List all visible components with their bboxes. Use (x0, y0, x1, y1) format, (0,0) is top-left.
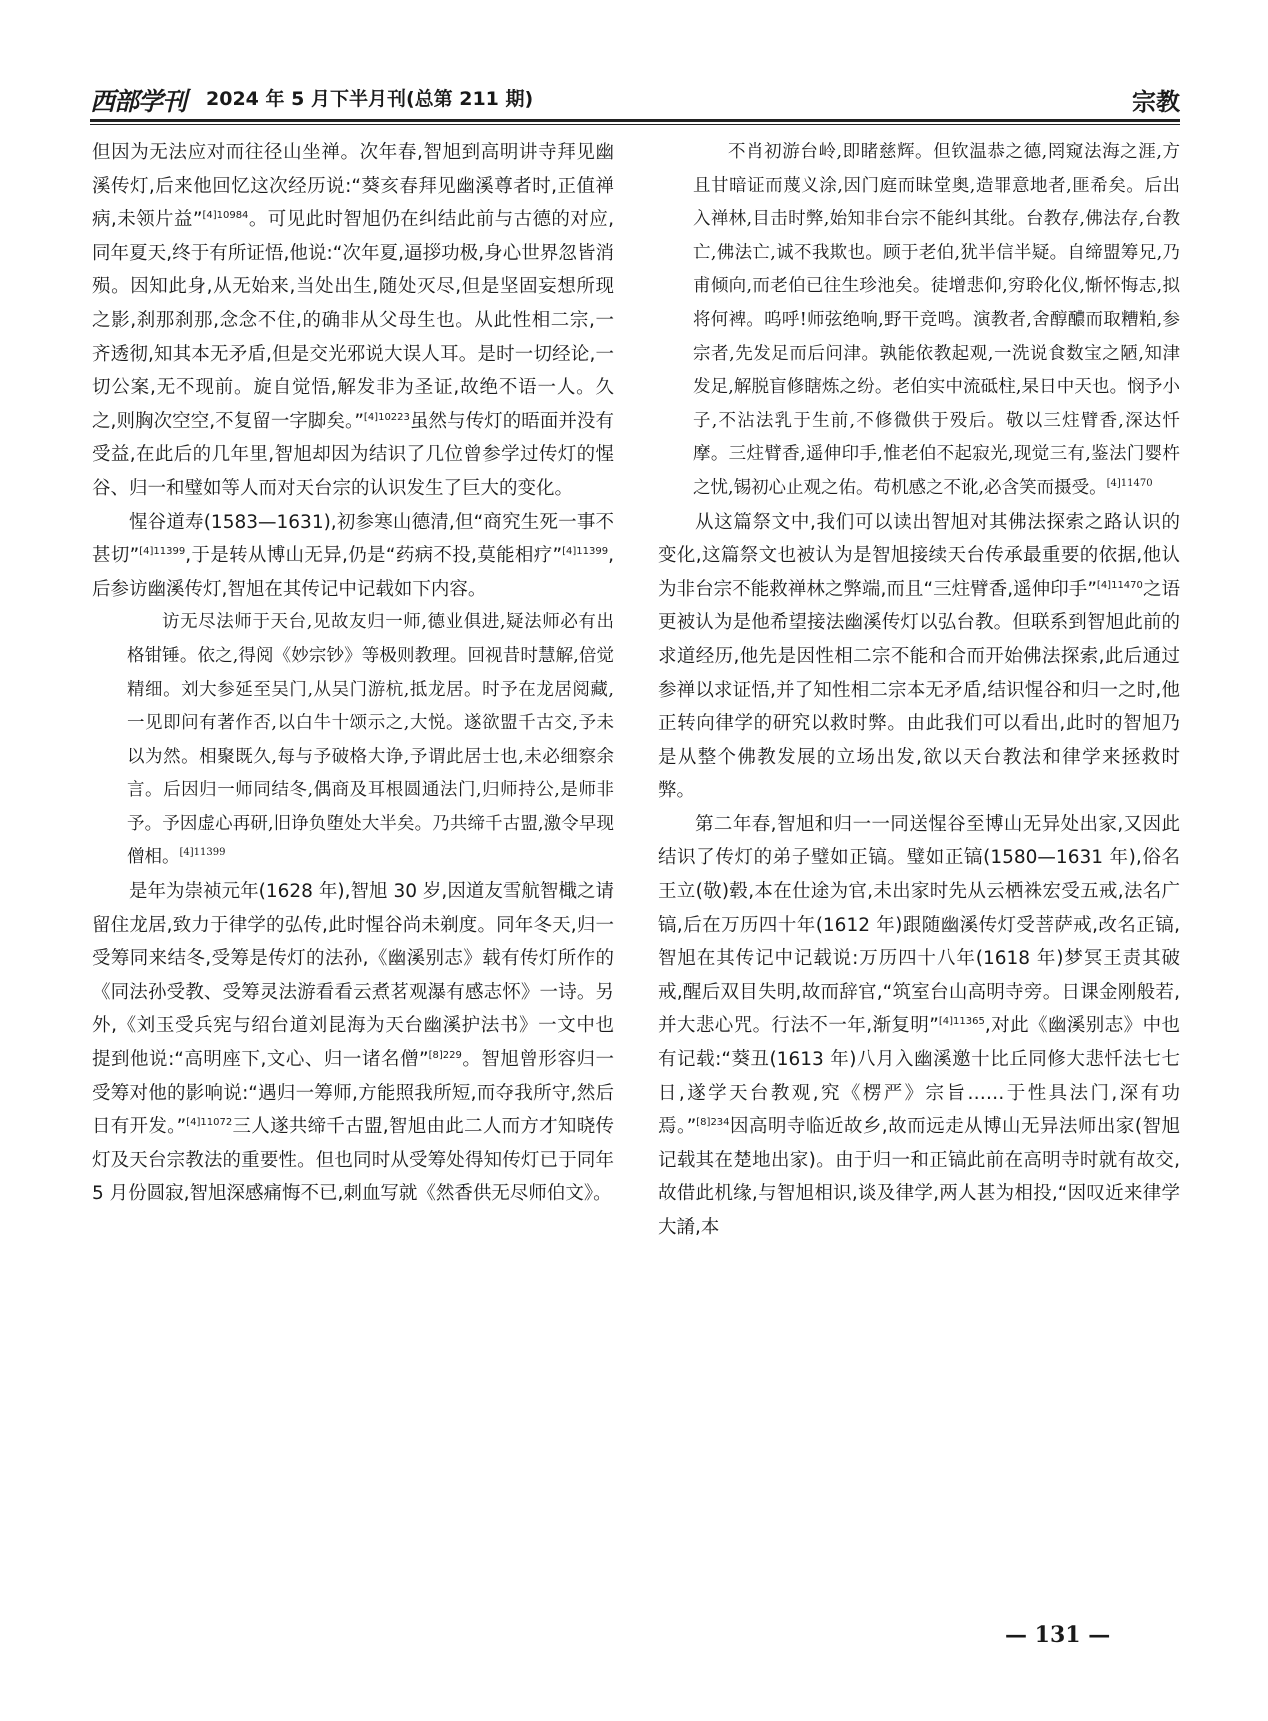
header-rule-thick (90, 119, 1180, 122)
citation: [4]10984 (202, 210, 249, 222)
paragraph-text: ,于是转从博山无异,仍是“药病不投,莫能相疗” (185, 545, 563, 567)
citation: [4]11365 (938, 1016, 985, 1028)
paragraph-text: 之语更被认为是他希望接法幽溪传灯以弘台教。但联系到智旭此前的求道经历,他先是因性相二宗不能和合而开始佛法探索,此后通过参禅以求证悟,并了知性相二宗本无矛盾,结识惺谷和归一之时,他正转向律学的研究以救时弊。由此我们可以看出,此时的智旭乃是从整个佛教发展的立场出发,欲以天台教法和律学来拯救时弊。 (658, 578, 1180, 802)
paragraph (92, 506, 614, 607)
paragraph-text: 不肖初游台岭,即睹慈辉。但钦温恭之德,罔窥法海之涯,方且甘暗证而蔑义涂,因门庭而昧堂奥,造罪意地者,匪希矣。后出入禅林,目击时弊,始知非台宗不能纠其纰。台教存,佛法存,台教亡,佛法亡,诚不我欺也。顾于老伯,犹半信半疑。自缔盟筹兄,乃甫倾向,而老伯已往生珍池矣。徒增悲仰,穷聆化仪,惭怀悔志,拟将何裨。呜呼!师弦绝响,野干竞鸣。演教者,舍醇醲而取糟粕,参宗者,先发足而后问津。孰能依教起观,一洗说食数宝之陋,知津发足,解脱盲修瞎炼之纷。老伯实中流砥柱,杲日中天也。悯予小子,不沾法乳于生前,不修微供于殁后。敬以三炷臂香,深达忏摩。三炷臂香,遥伸印手,惟老伯不起寂光,现觉三有,鉴法门婴杵之忧,锡初心止观之佑。苟机感之不讹,必含笑而摄受。 (693, 142, 1180, 498)
left-column (92, 136, 614, 1211)
citation: [4]11399 (179, 847, 226, 859)
paragraph-text: 但因为无法应对而往径山坐禅。次年春,智旭到高明讲寺拜见幽溪传灯,后来他回忆这次经历说:“葵亥春拜见幽溪尊者时,正值禅病,未领片益” (92, 142, 614, 231)
citation: [4]11399 (562, 545, 609, 557)
citation: [4]11470 (1096, 579, 1143, 591)
right-column (658, 136, 1180, 1245)
citation: [8]229 (428, 1049, 462, 1061)
paragraph-text: 访无尽法师于天台,见故友归一师,德业俱进,疑法师必有出格钳锤。依之,得阅《妙宗钞》等极则教理。回视昔时慧解,倍觉精细。刘大参延至吴门,从吴门游杭,抵龙居。时予在龙居阅藏,一见即问有著作否,以白牛十颂示之,大悦。遂欲盟千古交,予未以为然。相聚既久,每与予破格大诤,予谓此居士也,未必细察余言。后因归一师同结冬,偶商及耳根圆通法门,归师持公,是师非予。予因虚心再研,旧诤负堕处大半矣。乃共缔千古盟,激令早现僧相。 (127, 612, 614, 868)
paragraph (92, 136, 614, 506)
paragraph-text: 。智旭曾形容归一受筹对他的影响说:“遇归一筹师,方能照我所短,而夺我所守,然后日有开发。” (92, 1049, 614, 1138)
paragraph-text: 虽然与传灯的晤面并没有受益,在此后的几年里,智旭却因为结识了几位曾参学过传灯的惺谷、归一和璧如等人而对天台宗的认识发生了巨大的变化。 (92, 410, 614, 499)
citation: [4]10223 (363, 411, 410, 423)
paragraph-text: 因高明寺临近故乡,故而远走从博山无异法师出家(智旭记载其在楚地出家)。由于归一和正镐此前在高明寺时就有故交,故借此机缘,与智旭相识,谈及律学,两人甚为相投,“因叹近来律学大誵,本 (658, 1116, 1180, 1238)
paragraph (92, 875, 614, 1211)
paragraph-text: 三人遂共缔千古盟,智旭由此二人而方才知晓传灯及天台宗教法的重要性。但也同时从受筹处得知传灯已于同年 5 月份圆寂,智旭深感痛悔不已,刺血写就《然香供无尽师伯文》。 (92, 1116, 614, 1205)
page-number: — 131 — (1005, 1622, 1111, 1648)
paragraph-text: 。可见此时智旭仍在纠结此前与古德的对应,同年夏天,终于有所证悟,他说:“次年夏,逼拶功极,身心世界忽皆消殒。因知此身,从无始来,当处出生,随处灭尽,但是坚固妄想所现之影,刹那刹那,念念不住,的确非从父母生也。从此性相二宗,一齐透彻,知其本无矛盾,但是交光邪说大误人耳。是时一切经论,一切公案,无不现前。旋自觉悟,解发非为圣证,故绝不语一人。久之,则胸次空空,不复留一字脚矣。” (92, 209, 615, 432)
paragraph-text: 惺谷道寿(1583—1631),初参寒山德清,但“商究生死一事不甚切” (92, 511, 614, 567)
block-quote (658, 136, 1180, 506)
citation: [8]234 (696, 1117, 730, 1129)
header-rule-thin (90, 124, 1180, 125)
citation: [4]11470 (1106, 478, 1153, 490)
citation: [4]11072 (186, 1117, 233, 1129)
running-header (90, 76, 1180, 116)
section-label: 宗教 (1132, 88, 1180, 116)
paragraph-text: 是年为崇祯元年(1628 年),智旭 30 岁,因道友雪航智檝之请留住龙居,致力于律学的弘传,此时惺谷尚未剃度。同年冬天,归一受筹同来结冬,受筹是传灯的法孙,《幽溪别志》载有传灯所作的《同法孙受教、受筹灵法游看看云煮茗观瀑有感志怀》一诗。另外,《刘玉受兵宪与绍台道刘昆海为天台幽溪护法书》一文中也提到他说:“高明座下,文心、归一诸名僧” (92, 881, 614, 1071)
paragraph-text: ,对此《幽溪别志》中也有记载:“葵丑(1613 年)八月入幽溪邀十比丘同修大悲忏法七七日,遂学天台教观,究《楞严》宗旨……于性具法门,深有功焉。” (658, 1015, 1181, 1138)
journal-logo: 西部学刊 (90, 87, 187, 116)
block-quote (92, 606, 614, 875)
paragraph-text: ,后参访幽溪传灯,智旭在其传记中记载如下内容。 (92, 545, 614, 600)
paragraph (658, 808, 1180, 1245)
citation: [4]11399 (139, 545, 186, 557)
paragraph (658, 506, 1180, 808)
paragraph-text: 第二年春,智旭和归一一同送惺谷至博山无异处出家,又因此结识了传灯的弟子璧如正镐。璧如正镐(1580—1631 年),俗名王立(敬)毂,本在仕途为官,未出家时先从云栖袾宏受五戒,法名广镐,后在万历四十年(1612 年)跟随幽溪传灯受菩萨戒,改名正镐,智旭在其传记中记载说:万历四十八年(1618 年)梦冥王责其破戒,醒后双目失明,故而辞官,“筑室台山高明寺旁。日课金刚般若,并大悲心咒。行法不一年,渐复明” (658, 813, 1180, 1037)
paragraph-text: 从这篇祭文中,我们可以读出智旭对其佛法探索之路认识的变化,这篇祭文也被认为是智旭接续天台传承最重要的依据,他认为非台宗不能救禅林之弊端,而且“三炷臂香,遥伸印手” (658, 511, 1180, 600)
issue-info: 2024 年 5 月下半月刊(总第 211 期) (206, 88, 534, 110)
